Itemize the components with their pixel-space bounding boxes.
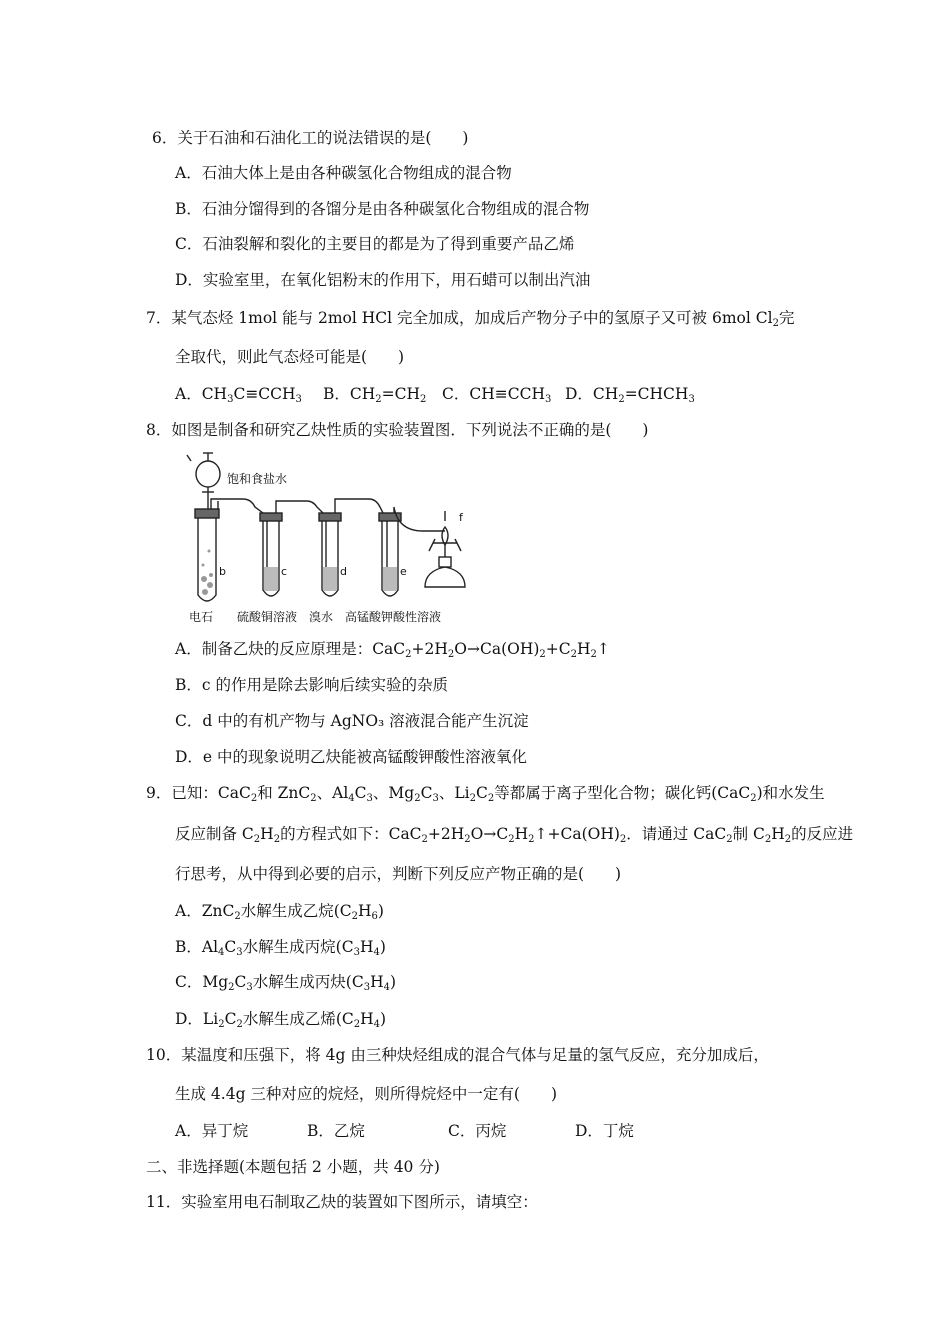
figure-letter-d: d <box>340 565 347 578</box>
q8-stem: 8．如图是制备和研究乙炔性质的实验装置图．下列说法不正确的是( ) <box>146 421 649 439</box>
q6-stem: 6．关于石油和石油化工的说法错误的是( ) <box>152 129 469 147</box>
q10-option-b: B．乙烷 <box>307 1122 365 1140</box>
q8-option-d: D．e 中的现象说明乙炔能被高锰酸钾酸性溶液氧化 <box>175 748 528 766</box>
q9-option-c: C．$Mg_2C_3$水解生成丙炔$(C_3H_4)$ <box>175 973 397 993</box>
figure-label-bottom: 电石 硫酸铜溶液 溴水 高锰酸钾酸性溶液 <box>189 610 442 624</box>
figure-label-top: 饱和食盐水 <box>227 472 288 486</box>
acetylene-apparatus-figure <box>183 447 478 629</box>
q6-option-c: C．石油裂解和裂化的主要目的都是为了得到重要产品乙烯 <box>175 235 575 253</box>
q9-stem-line1: 9．已知：CaC$_2$和 ZnC$_2$、$Al_4C_3$、$Mg_2C_3$、$Li_2C_2$等都属于离子型化合物；碳化钙(CaC$_2$)和水发生 <box>146 784 825 804</box>
q7-stem-line1: 7．某气态烃 1mol 能与 2mol HCl 完全加成，加成后产物分子中的氢原子又可被 6mol $Cl_2$完 <box>146 309 795 329</box>
q7-option-b: B．$CH_2=CH_2$ <box>323 385 427 405</box>
q9-option-a: A．ZnC$_2$水解生成乙烷$(C_2H_6)$ <box>175 902 384 922</box>
q9-stem-line2: 反应制备 $C_2H_2$的方程式如下：$CaC_2+2H_2O\to C_2H_2↑+Ca(OH)_2$．请通过 CaC$_2$制 $C_2H_2$的反应进 <box>175 825 854 845</box>
q10-options <box>175 1121 775 1141</box>
q7-stem-line2: 全取代，则此气态烃可能是( ) <box>175 348 405 366</box>
section-heading: 二、非选择题(本题包括 2 小题，共 40 分) <box>146 1158 440 1176</box>
q8-option-b: B．c 的作用是除去影响后续实验的杂质 <box>175 676 448 694</box>
figure-letter-e: e <box>400 565 407 578</box>
q10-option-d: D．丁烷 <box>575 1122 634 1140</box>
q9-option-d: D．$Li_2C_2$水解生成乙烯$(C_2H_4)$ <box>175 1010 387 1030</box>
q7-option-a: A．$CH_3C\equiv CCH_3$ <box>175 385 302 405</box>
q6-option-b: B．石油分馏得到的各馏分是由各种碳氢化合物组成的混合物 <box>175 200 590 218</box>
q10-option-c: C．丙烷 <box>448 1122 507 1140</box>
q6-option-d: D．实验室里，在氧化铝粉末的作用下，用石蜡可以制出汽油 <box>175 271 591 289</box>
q7-options <box>175 384 775 404</box>
q9-option-b: B．$Al_4C_3$水解生成丙烷$(C_3H_4)$ <box>175 938 386 958</box>
q6-option-a: A．石油大体上是由各种碳氢化合物组成的混合物 <box>175 164 512 182</box>
q10-stem-line1: 10．某温度和压强下，将 4g 由三种炔烃组成的混合气体与足量的氢气反应，充分加成后， <box>146 1046 769 1064</box>
q7-option-c: C．$CH\equiv CCH_3$ <box>442 385 552 405</box>
q9-stem-line3: 行思考，从中得到必要的启示，判断下列反应产物正确的是( ) <box>175 865 622 883</box>
q8-option-a: A．制备乙炔的反应原理是：$CaC_2+2H_2O\to Ca(OH)_2+C_2H_2↑$ <box>175 640 610 660</box>
figure-letter-b: b <box>219 565 226 578</box>
q11-stem: 11．实验室用电石制取乙炔的装置如下图所示，请填空： <box>146 1193 538 1211</box>
q10-option-a: A．异丁烷 <box>175 1122 249 1140</box>
figure-letter-f: f <box>459 511 463 524</box>
q10-stem-line2: 生成 4.4g 三种对应的烷烃，则所得烷烃中一定有( ) <box>175 1085 558 1103</box>
q7-option-d: D．$CH_2=CHCH_3$ <box>565 385 695 405</box>
figure-letter-c: c <box>281 565 288 578</box>
q8-option-c: C．d 中的有机产物与 AgNO₃ 溶液混合能产生沉淀 <box>175 712 529 730</box>
